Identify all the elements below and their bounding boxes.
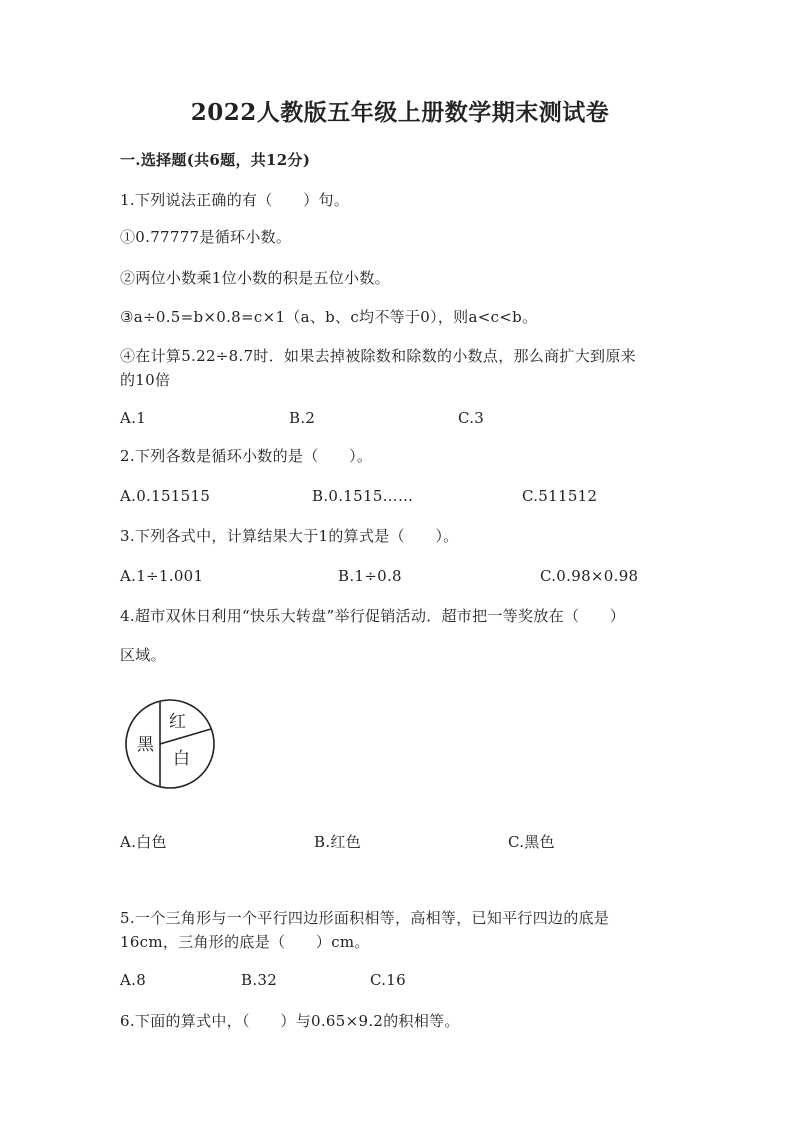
question-1-stem: 1.下列说法正确的有（ ）句。 — [120, 191, 350, 209]
question-1-statement-4-line-2: 的10倍 — [120, 371, 171, 389]
question-5-option-a: A.8 — [120, 971, 147, 989]
question-5-option-b: B.32 — [241, 971, 278, 989]
question-3-option-c: C.0.98×0.98 — [540, 567, 639, 585]
question-5-option-c: C.16 — [370, 971, 406, 989]
question-1-statement-4-line-1: ④在计算5.22÷8.7时．如果去掉被除数和除数的小数点，那么商扩大到原来 — [120, 347, 636, 365]
question-1-statement-3: ③a÷0.5=b×0.8=c×1（a、b、c均不等于0），则a<c<b。 — [120, 308, 538, 326]
question-2-option-c: C.511512 — [522, 487, 598, 505]
question-3-option-a: A.1÷1.001 — [120, 567, 204, 585]
question-4-option-a: A.白色 — [120, 833, 167, 851]
wheel-label-white: 白 — [173, 749, 190, 769]
prize-wheel-figure — [120, 696, 220, 792]
question-1-option-a: A.1 — [120, 409, 147, 427]
question-1-option-b: B.2 — [289, 409, 316, 427]
question-2-option-a: A.0.151515 — [120, 487, 211, 505]
question-1-statement-2: ②两位小数乘1位小数的积是五位小数。 — [120, 269, 390, 287]
question-4-stem-line-2: 区域。 — [120, 646, 166, 664]
question-5-stem-line-1: 5.一个三角形与一个平行四边形面积相等，高相等，已知平行四边的底是 — [120, 909, 610, 927]
question-6-stem: 6.下面的算式中，（ ）与0.65×9.2的积相等。 — [120, 1012, 460, 1030]
question-1-option-c: C.3 — [458, 409, 485, 427]
question-2-option-b: B.0.1515…… — [312, 487, 414, 505]
wheel-label-red: 红 — [169, 712, 186, 732]
question-4-stem-line-1: 4.超市双休日利用“快乐大转盘”举行促销活动．超市把一等奖放在（ ） — [120, 607, 626, 625]
question-3-stem: 3.下列各式中，计算结果大于1的算式是（ ）。 — [120, 527, 459, 545]
question-4-option-c: C.黑色 — [508, 833, 555, 851]
page-title: 2022人教版五年级上册数学期末测试卷 — [190, 99, 610, 126]
question-5-stem-line-2: 16cm，三角形的底是（ ）cm。 — [120, 933, 370, 951]
section-heading: 一.选择题(共6题，共12分) — [120, 151, 311, 169]
question-2-stem: 2.下列各数是循环小数的是（ ）。 — [120, 447, 373, 465]
wheel-label-black: 黑 — [137, 735, 154, 755]
question-4-option-b: B.红色 — [314, 833, 361, 851]
question-3-option-b: B.1÷0.8 — [338, 567, 402, 585]
question-1-statement-1: ①0.77777是循环小数。 — [120, 228, 292, 246]
